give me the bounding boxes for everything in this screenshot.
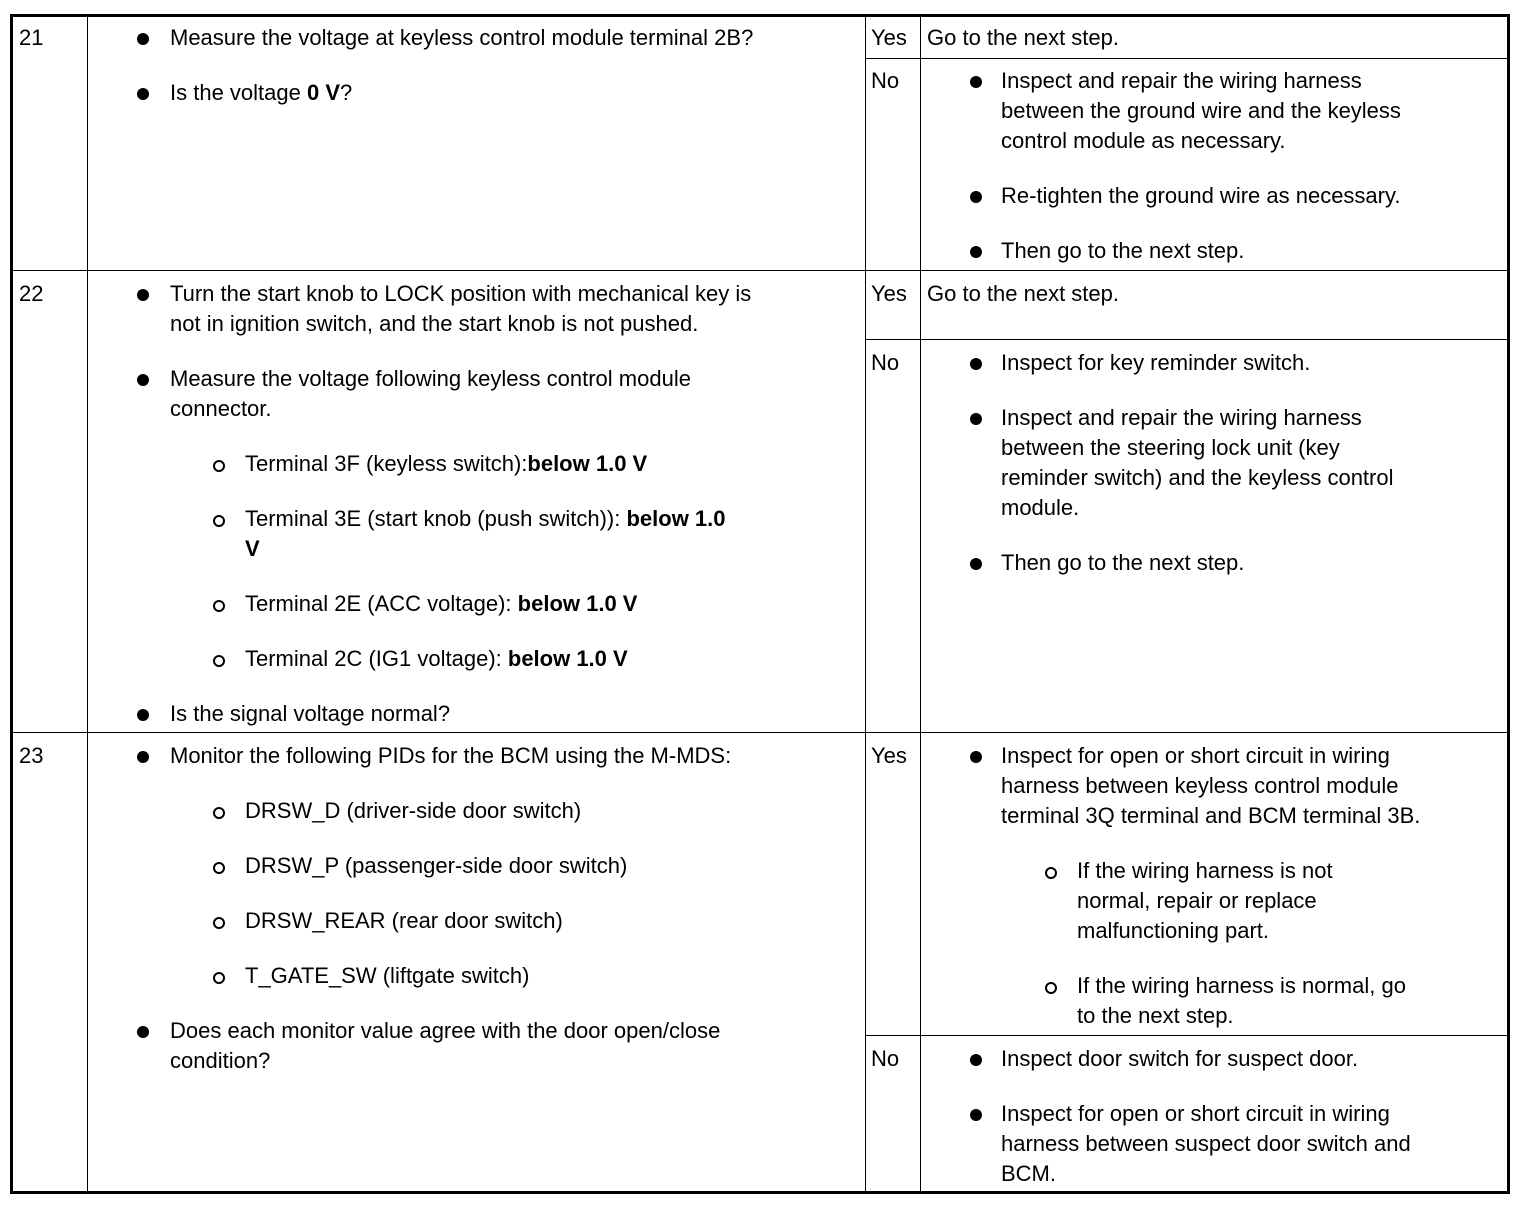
yes-action: Go to the next step. [927,281,1120,306]
sub-item: Terminal 3F (keyless switch):below 1.0 V [245,451,648,476]
sub-item: Terminal 2E (ACC voltage): below 1.0 V [245,591,638,616]
step-number: 21 [19,25,44,50]
bullet-ring-icon [213,514,225,532]
no-action-line: Inspect for key reminder switch. [1001,350,1311,375]
question-text: Is the signal voltage normal? [170,701,451,726]
bullet-ring-icon [1045,866,1057,884]
bullet-ring-icon [213,599,225,617]
bullet-dot-icon [970,75,982,93]
sub-item: DRSW_D (driver-side door switch) [245,798,582,823]
bullet-dot-icon [137,1025,149,1043]
no-action-line: reminder switch) and the keyless control [1001,465,1394,490]
question-text: Turn the start knob to LOCK position with mechanical key is [170,281,752,306]
yes-label: Yes [871,743,907,768]
bullet-ring-icon [213,971,225,989]
bullet-dot-icon [970,750,982,768]
yes-action-line: Inspect for open or short circuit in wiring [1001,743,1390,768]
no-action-line: Inspect and repair the wiring harness [1001,405,1362,430]
bullet-dot-icon [970,190,982,208]
bullet-dot-icon [970,412,982,430]
no-action-line: harness between suspect door switch and [1001,1131,1411,1156]
column-divider [87,17,88,1191]
bullet-ring-icon [213,459,225,477]
question-text: Measure the voltage following keyless control module [170,366,691,391]
sub-item: DRSW_P (passenger-side door switch) [245,853,628,878]
no-action-line: Inspect and repair the wiring harness [1001,68,1362,93]
bullet-dot-icon [970,1108,982,1126]
no-action-line: Inspect door switch for suspect door. [1001,1046,1359,1071]
question-text: Monitor the following PIDs for the BCM using the M-MDS: [170,743,732,768]
bullet-dot-icon [970,357,982,375]
step-number: 22 [19,281,44,306]
question-text: condition? [170,1048,271,1073]
yes-action-line: If the wiring harness is normal, go [1077,973,1406,998]
yes-label: Yes [871,281,907,306]
no-action-line: Re-tighten the ground wire as necessary. [1001,183,1401,208]
bullet-dot-icon [137,32,149,50]
question-text: Does each monitor value agree with the door open/close [170,1018,721,1043]
diagnostic-table [10,14,1510,1194]
question-text: connector. [170,396,272,421]
bullet-dot-icon [137,750,149,768]
column-divider [920,17,921,1191]
no-action-line: Then go to the next step. [1001,550,1245,575]
yes-label: Yes [871,25,907,50]
sub-item: Terminal 3E (start knob (push switch)): below 1.0 [245,506,726,531]
bullet-dot-icon [137,87,149,105]
no-action-line: control module as necessary. [1001,128,1286,153]
bullet-dot-icon [137,373,149,391]
yes-action-line: terminal 3Q terminal and BCM terminal 3B. [1001,803,1421,828]
bullet-dot-icon [970,1053,982,1071]
yes-action-line: If the wiring harness is not [1077,858,1333,883]
no-action-line: module. [1001,495,1080,520]
step-number: 23 [19,743,44,768]
yes-action-line: to the next step. [1077,1003,1234,1028]
yes-action-line: malfunctioning part. [1077,918,1269,943]
bullet-ring-icon [213,916,225,934]
yes-no-divider [865,58,1507,59]
no-action-line: between the steering lock unit (key [1001,435,1340,460]
bullet-ring-icon [1045,981,1057,999]
column-divider [865,17,866,1191]
sub-item: DRSW_REAR (rear door switch) [245,908,563,933]
row-divider [13,732,1507,733]
sub-item: Terminal 2C (IG1 voltage): below 1.0 V [245,646,628,671]
yes-action-line: harness between keyless control module [1001,773,1399,798]
question-text: Is the voltage 0 V? [170,80,353,105]
no-action-line: BCM. [1001,1161,1056,1186]
no-label: No [871,1046,900,1071]
bullet-ring-icon [213,654,225,672]
sub-item: T_GATE_SW (liftgate switch) [245,963,530,988]
yes-action-line: normal, repair or replace [1077,888,1317,913]
no-label: No [871,350,900,375]
bullet-dot-icon [970,245,982,263]
bullet-ring-icon [213,861,225,879]
no-action-line: between the ground wire and the keyless [1001,98,1401,123]
yes-no-divider [865,1035,1507,1036]
question-text: not in ignition switch, and the start knob is not pushed. [170,311,699,336]
sub-item: V [245,536,260,561]
no-action-line: Inspect for open or short circuit in wiring [1001,1101,1390,1126]
bullet-dot-icon [970,557,982,575]
row-divider [13,270,1507,271]
yes-no-divider [865,339,1507,340]
yes-action: Go to the next step. [927,25,1120,50]
no-action-line: Then go to the next step. [1001,238,1245,263]
question-text: Measure the voltage at keyless control module terminal 2B? [170,25,754,50]
bullet-dot-icon [137,288,149,306]
bullet-dot-icon [137,708,149,726]
no-label: No [871,68,900,93]
bullet-ring-icon [213,806,225,824]
